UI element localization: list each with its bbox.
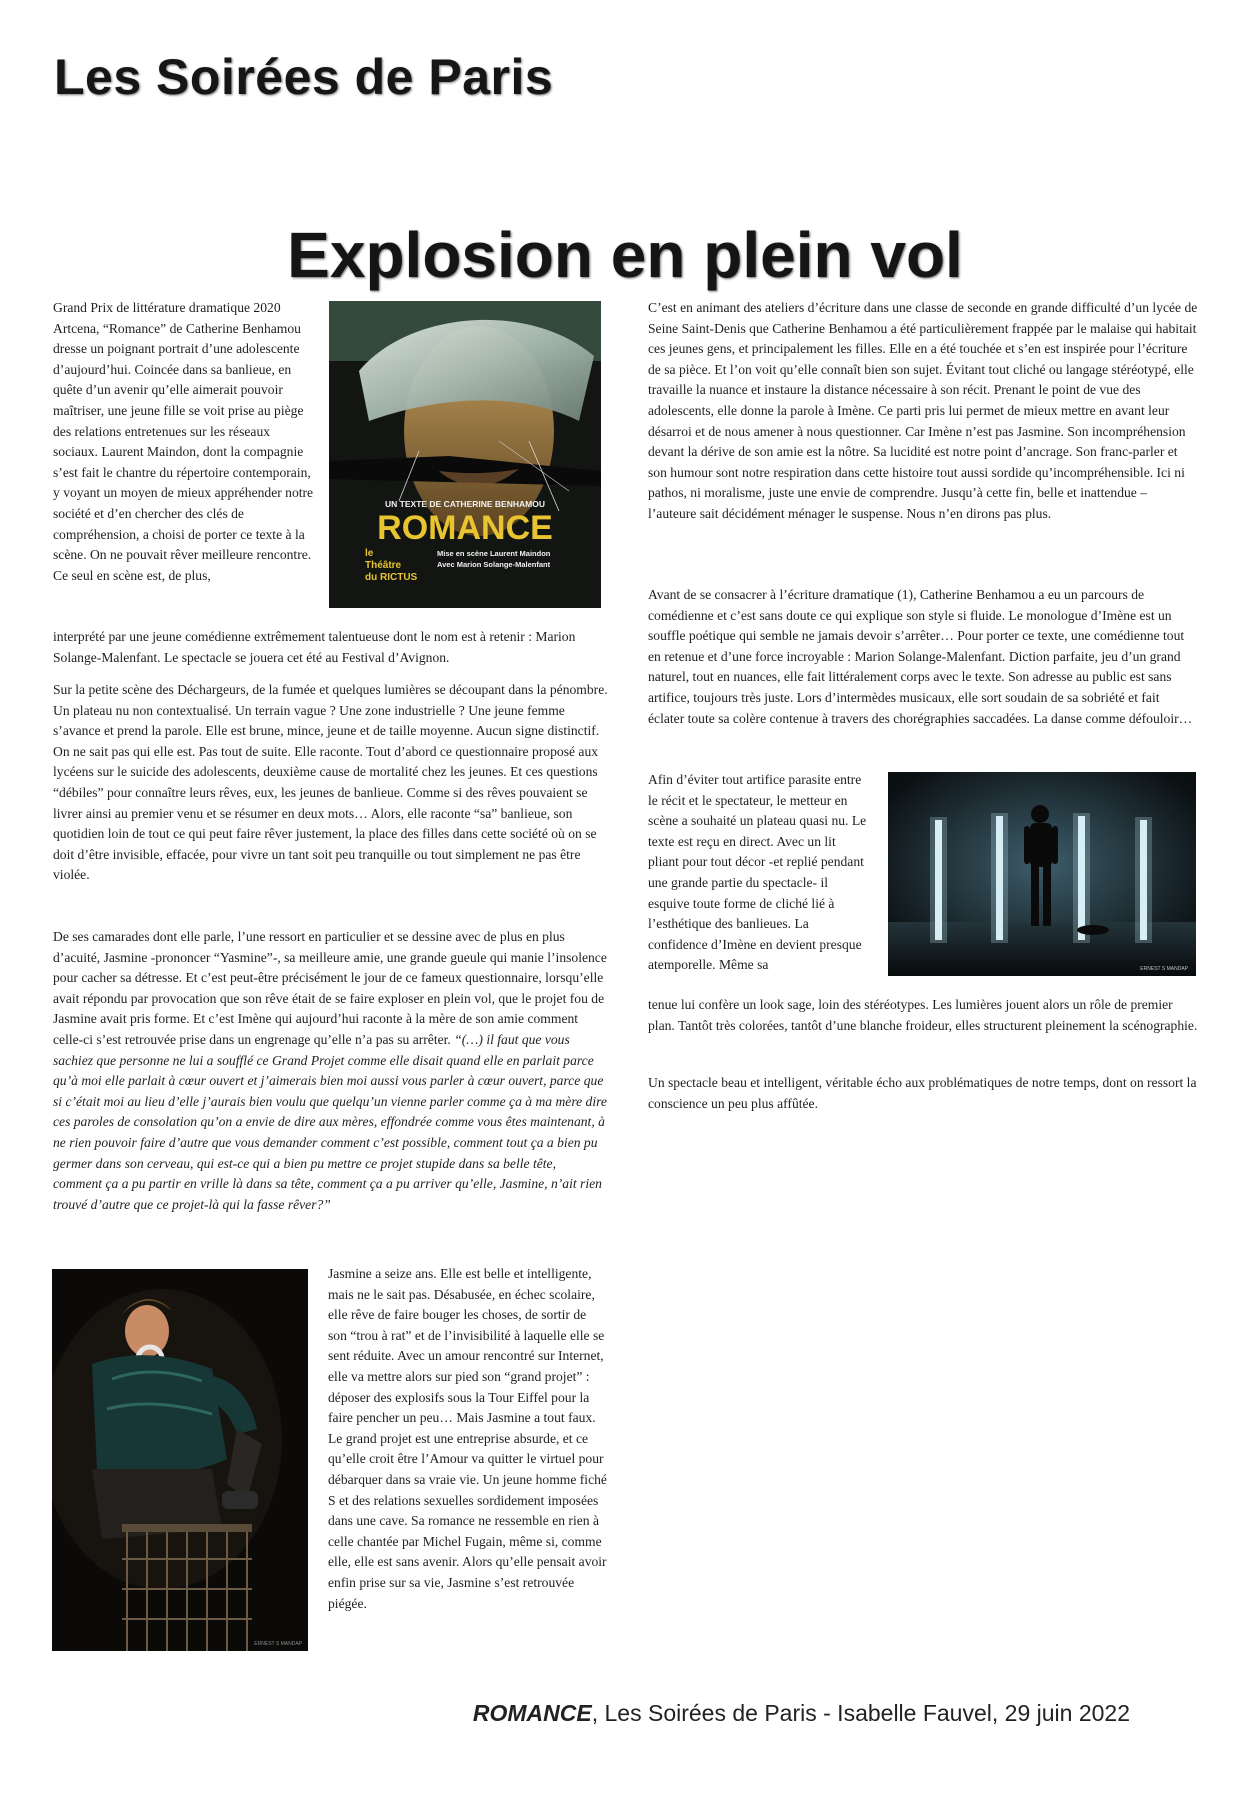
actress-photo-illustration <box>52 1269 308 1651</box>
poster-illustration <box>329 301 601 608</box>
poster-cast: Avec Marion Solange-Malenfant <box>437 560 551 569</box>
right-paragraph-1: C’est en animant des ateliers d’écriture dans une classe de seconde en grande difficulté d’un lycée de Seine Saint-Denis que Catherine Benhamou a été particulièrement frappée par le malaise qui habitait ces jeunes gens, et principalement les filles. Elle en a été touchée et s’en est inspirée pour l’écriture de sa pièce. Et l’on voit qu’elle connaît bien son sujet. Évitant tout cliché ou langage stéréotypé, elle travaille la nuance et instaure la distance nécessaire à son récit. Prenant le point de vue des adolescents, elle donne la parole à Imène. Ce parti pris lui permet de mieux mettre en avant leur désarroi et de nous amener à nous questionner. Car Imène n’est pas Jasmine. Son incompréhension devant la dérive de son amie est la nôtre. Sa lucidité est notre point d’ancrage. Son franc-parler et son humour sont notre respiration dans cette histoire tout aussi sordide qu’incompréhensible. Ici ni pathos, ni moralisme, juste une envie de comprendre. Jusqu’à cette fin, belle et inattendue – l’auteure sait décidément ménager le suspense. Nous n’en dirons pas plus. <box>648 300 1198 521</box>
intro-full-text: interprété par une jeune comédienne extrêmement talentueuse dont le nom est à retenir : Marion Solange-Malenfant. Le spectacle se jouera cet été au Festival d’Avignon. <box>53 629 576 665</box>
actress-photo-credit: ERNEST S MANDAP <box>254 1641 302 1647</box>
masthead: Les Soirées de Paris <box>54 49 554 105</box>
right-paragraph-2: Avant de se consacrer à l’écriture dramatique (1), Catherine Benhamou a eu un parcours de comédienne et c’est sans doute ce qui explique son style si fluide. Le monologue d’Imène est un souffle poétique qui semble ne jamais devoir s’arrêter… Pour porter ce texte, une comédienne tout en retenue et d’une force incroyable : Marion Solange-Malenfant. Diction parfaite, jeu d’un grand naturel, tout en nuances, elle fait littéralement corps avec le texte. Son adresse au public est sans artifice, toujours très juste. Lors d’intermèdes musicaux, elle sort soudain de sa sobriété et fait éclater toute sa colère contenue à travers des chorégraphies saccadées. La danse comme défouloir… <box>648 587 1193 726</box>
poster-credit: UN TEXTE DE CATHERINE BENHAMOU <box>385 499 545 509</box>
left-paragraph-3-text: De ses camarades dont elle parle, l’une ressort en particulier et se dessine avec de plus en plus d’acuité, Jasmine -prononcer “Yasmine”-, sa meilleure amie, une grande gueule qui manie l’insolence pour cacher sa détresse. Et c’est peut-être précisément le jour de ce fameux questionnaire, lorsqu’elle avait répondu par provocation que son rêve était de se faire exploser en plein vol, que le projet fou de Jasmine avait pris forme. Et c’est Imène qui aujourd’hui raconte à la mère de son amie comment celle-ci s’est retrouvée prise dans un engrenage qu’elle n’a pas su arrêter. <box>53 929 607 1047</box>
footer-title: ROMANCE <box>472 1700 592 1726</box>
left-paragraph-2: Sur la petite scène des Déchargeurs, de la fumée et quelques lumières se découpant dans la pénombre. Un plateau nu non contextualisé. Un terrain vague ? Une zone industrielle ? Une jeune femme s’avance et prend la parole. Elle est brune, mince, jeune et de taille moyenne. Aucun signe distinctif. On ne sait pas qui elle est. Pas tout de suite. Elle raconte. Tout d’abord ce questionnaire proposé aux lycéens sur le suicide des adolescents, deuxième cause de mortalité chez les jeunes. Et ces questions “débiles” pour connaître leurs rêves, eux, les jeunes de banlieue. Comme si des rêves pouvaient se livrer ainsi au premier venu et se résumer en deux mots… Alors, elle raconte “sa” banlieue, son quotidien loin de tout ce qui peut faire rêver justement, la place des filles dans cette société où on se doit d’être invisible, effacée, pour vivre un tant soit peu tranquille ou tout simplement ne pas être violée. <box>53 682 608 883</box>
poster-director: Mise en scène Laurent Maindon <box>437 549 551 558</box>
poster-title: ROMANCE <box>377 509 553 547</box>
footer-citation <box>0 1700 1130 1727</box>
left-paragraph-3 <box>53 927 608 1215</box>
right-paragraph-3-column: Afin d’éviter tout artifice parasite entre le récit et le spectateur, le metteur en scène a souhaité un plateau quasi nu. Le texte est reçu en direct. Avec un lit pliant pour tout décor -et replié pendant une grande partie du spectacle- il esquive toute forme de cliché lié à l’esthétique des banlieues. La confidence d’Imène en devient presque atemporelle. Même sa <box>648 772 867 973</box>
stage-photo <box>888 772 1196 976</box>
intro-column-text: Grand Prix de littérature dramatique 2020 Artcena, “Romance” de Catherine Benhamou dresse un poignant portrait d’une adolescente d’aujourd’hui. Coincée dans sa banlieue, en quête d’un avenir qu’elle aimerait pouvoir maîtriser, une jeune fille se voit prise au piège des relations entretenues sur les réseaux sociaux. Laurent Maindon, dont la compagnie s’est fait le chantre du répertoire contemporain, y voyant un moyen de mieux appréhender notre société et d’en chercher des clés de compréhension, a choisi de porter ce texte à la scène. On ne pouvait rêver meilleure rencontre. Ce seul en scène est, de plus, <box>53 300 314 583</box>
headline: Explosion en plein vol <box>287 219 963 291</box>
stage-photo-credit: ERNEST S MANDAP <box>1140 966 1188 972</box>
poster-venue-1: le <box>365 548 374 559</box>
actress-photo <box>52 1269 308 1651</box>
stage-photo-illustration <box>888 772 1196 976</box>
left-quote: “(…) il faut que vous sachiez que personne ne lui a soufflé ce Grand Projet comme elle disait quand elle en parlait parce qu’à moi elle parlait à cœur ouvert et j’aimerais bien moi aussi vous parler à cœur ouvert, parce que si c’était moi au lieu d’elle j’aurais bien voulu que quelqu’un vienne parler comme ça à ma mère dire ces paroles de consolation qu’on a envie de dire aux mères, effondrée comme vous êtes maintenant, à ne rien pouvoir faire d’autre que vous demander comment c’est possible, comment tout ça a bien pu germer dans son cerveau, qui est-ce qui a bien pu mettre ce projet stupide dans sa belle tête, comment ça a pu partir en vrille là dans sa tête, comment ça a pu arriver qu’elle, Jasmine, n’ait rien trouvé d’autre que ce projet-là qui la fasse rêver?” <box>53 1031 607 1212</box>
left-paragraph-4: Jasmine a seize ans. Elle est belle et intelligente, mais ne le sait pas. Désabusée, en échec scolaire, elle rêve de faire bouger les choses, de sortir de son “trou à rat” et de l’invisibilité à laquelle elle se sent réduite. Avec un amour rencontré sur Internet, elle va mettre alors sur pied son “grand projet” : déposer des explosifs sous la Tour Eiffel pour la faire pencher un peu… Mais Jasmine a tout faux. Le grand projet est une entreprise absurde, et ce qu’elle croit être l’Amour va quitter le virtuel pour débarquer dans sa vraie vie. Un jeune homme fiché S et des relations sexuelles sordidement imposées dans une cave. Sa romance ne ressemble en rien à celle chantée par Michel Fugain, même si, comme elle, elle est sans avenir. Alors qu’elle pensait avoir enfin prise sur sa vie, Jasmine s’est retrouvée piégée. <box>328 1266 607 1611</box>
poster-venue-2: Théâtre <box>365 560 402 571</box>
poster-venue-3: du RICTUS <box>365 572 418 583</box>
footer-source: , Les Soirées de Paris - Isabelle Fauvel, 29 juin 2022 <box>591 1700 1130 1726</box>
right-paragraph-3-full: tenue lui confère un look sage, loin des stéréotypes. Les lumières jouent alors un rôle de premier plan. Tantôt très colorées, tantôt d’une blanche froideur, elles structurent pleinement la scénographie. <box>648 997 1198 1033</box>
right-paragraph-4: Un spectacle beau et intelligent, véritable écho aux problématiques de notre temps, dont on ressort la conscience un peu plus affûtée. <box>648 1075 1197 1111</box>
poster-image <box>329 301 601 608</box>
